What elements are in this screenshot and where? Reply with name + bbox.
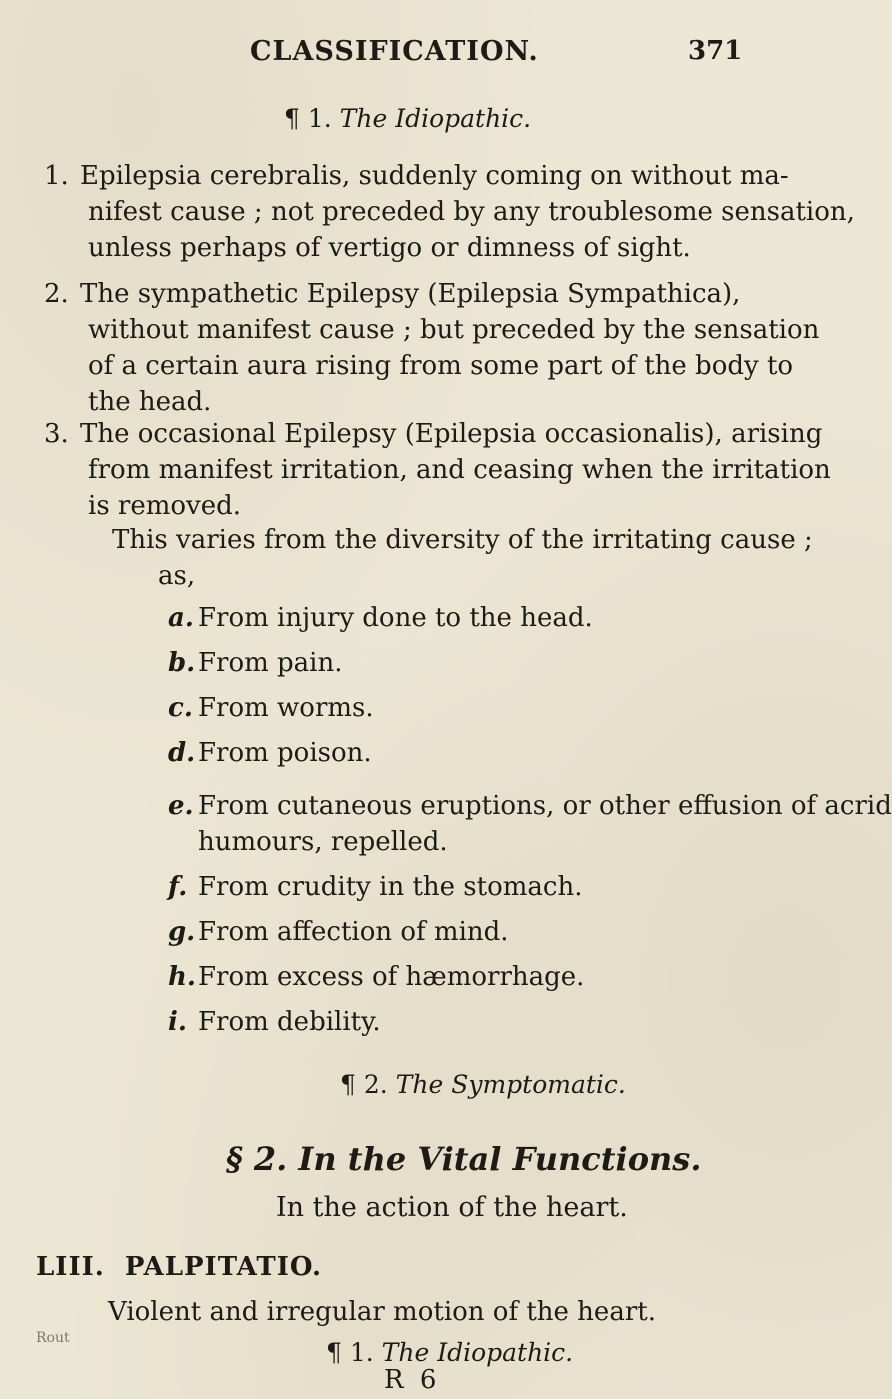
species-line: nifest cause ; not preceded by any troublesome sensation, xyxy=(88,197,855,227)
genus-definition: Violent and irregular motion of the heart. xyxy=(108,1297,656,1327)
species-line: Epilepsia cerebralis, suddenly coming on without ma- xyxy=(80,161,789,191)
species-line: is removed. xyxy=(88,491,242,521)
intro-paragraph xyxy=(112,522,813,594)
species-3 xyxy=(44,416,831,524)
species-line: of a certain aura rising from some part of the body to xyxy=(88,351,794,381)
section-title: In the Vital Functions. xyxy=(298,1140,702,1178)
subdivision-heading xyxy=(284,104,531,133)
cause-item xyxy=(168,917,509,947)
species-number: 1. xyxy=(44,161,69,191)
cause-text: From crudity in the stomach. xyxy=(198,872,583,902)
cause-letter: f. xyxy=(168,872,188,902)
subdivision-title: The Idiopathic. xyxy=(381,1338,574,1367)
cause-item xyxy=(168,872,582,902)
cause-item xyxy=(168,648,343,678)
species-number: 3. xyxy=(44,419,69,449)
margin-note: Rout xyxy=(36,1330,70,1346)
genus-heading xyxy=(36,1252,322,1282)
cause-letter: e. xyxy=(168,791,194,821)
species-line: unless perhaps of vertigo or dimness of sight. xyxy=(88,233,691,263)
cause-text: From injury done to the head. xyxy=(198,603,593,633)
subdivision-title: The Symptomatic. xyxy=(395,1070,626,1099)
species-line: the head. xyxy=(88,387,212,417)
genus-number: LIII. xyxy=(36,1252,105,1282)
intro-line: as, xyxy=(158,561,196,591)
cause-item xyxy=(168,962,584,992)
section-heading xyxy=(226,1140,701,1178)
cause-text: From poison. xyxy=(198,738,372,768)
species-number: 2. xyxy=(44,279,69,309)
cause-text: From pain. xyxy=(198,648,343,678)
cause-letter: g. xyxy=(168,917,196,947)
subdivision-heading xyxy=(340,1070,626,1099)
cause-letter: i. xyxy=(168,1007,187,1037)
cause-text: From excess of hæmorrhage. xyxy=(198,962,585,992)
cause-item xyxy=(168,693,374,723)
section-mark: § 2. xyxy=(226,1140,288,1178)
species-1 xyxy=(44,158,855,266)
signature-mark: R 6 xyxy=(384,1365,441,1395)
species-line: The occasional Epilepsy (Epilepsia occasionalis), arising xyxy=(80,419,823,449)
cause-text: From cutaneous eruptions, or other effusion of acrid xyxy=(198,791,892,821)
intro-line: This varies from the diversity of the irritating cause ; xyxy=(112,525,813,555)
cause-item xyxy=(168,603,593,633)
cause-text: From debility. xyxy=(198,1007,381,1037)
cause-letter: h. xyxy=(168,962,196,992)
cause-text: From affection of mind. xyxy=(198,917,509,947)
cause-letter: b. xyxy=(168,648,196,678)
species-line: from manifest irritation, and ceasing when the irritation xyxy=(88,455,831,485)
cause-item xyxy=(168,788,892,860)
species-2 xyxy=(44,276,819,420)
paragraph-mark: ¶ 2. xyxy=(340,1070,388,1099)
cause-item xyxy=(168,738,372,768)
paragraph-mark: ¶ 1. xyxy=(326,1338,374,1367)
cause-item xyxy=(168,1007,381,1037)
cause-letter: c. xyxy=(168,693,193,723)
subdivision-heading xyxy=(326,1338,573,1367)
cause-text: From worms. xyxy=(198,693,374,723)
species-line: without manifest cause ; but preceded by the sensation xyxy=(88,315,820,345)
paragraph-mark: ¶ 1. xyxy=(284,104,332,133)
genus-name: PALPITATIO. xyxy=(124,1252,323,1282)
subdivision-title: The Idiopathic. xyxy=(339,104,532,133)
section-subtitle: In the action of the heart. xyxy=(276,1192,628,1223)
cause-letter: a. xyxy=(168,603,194,633)
cause-text: humours, repelled. xyxy=(198,827,448,857)
cause-letter: d. xyxy=(168,738,196,768)
page-number: 371 xyxy=(688,36,743,66)
species-line: The sympathetic Epilepsy (Epilepsia Sympathica), xyxy=(80,279,741,309)
running-title: CLASSIFICATION. xyxy=(250,36,539,67)
